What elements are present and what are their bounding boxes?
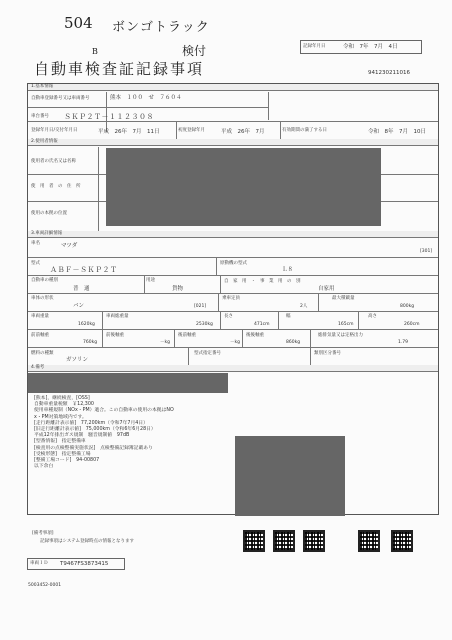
fuel-value: ガソリン [66, 357, 89, 363]
reg-date-value: 平成 26年 7月 11日 [98, 129, 160, 135]
handwritten-vehicle-name: ボンゴトラック [112, 20, 210, 35]
rear-front-axle-label: 後前軸重 [178, 333, 196, 338]
business-value: 自家用 [318, 286, 335, 292]
capacity-label: 乗車定員 [222, 296, 240, 301]
redacted-remarks-top [28, 373, 228, 393]
max-load-label: 最大積載量 [332, 296, 355, 301]
model-label: 型式 [31, 261, 40, 266]
qr-code-3 [303, 530, 325, 552]
displacement-label: 総排気量又は定格出力 [318, 333, 363, 338]
displacement-value: 1.79 [398, 340, 409, 345]
chassis-value: ＳＫＰ２Ｔ－１１２３０８ [64, 113, 154, 121]
first-reg-label: 初度登録年月 [178, 128, 205, 133]
user-address-label: 使 用 者 の 住 所 [31, 184, 81, 189]
redacted-user-info [106, 148, 381, 226]
gross-weight-value: 2530kg [196, 322, 213, 327]
front-front-axle-value: 760kg [83, 340, 98, 345]
remarks-line: 平成12年排出ガス規制 騒音規制値 97dB [34, 433, 130, 439]
record-form [27, 83, 439, 515]
gross-weight-label: 車両総重量 [106, 314, 129, 319]
fuel-label: 燃料の種類 [31, 351, 54, 356]
chassis-label: 車台番号 [31, 114, 49, 119]
width-label: 幅 [286, 314, 291, 319]
user-base-label: 使用の本拠の位置 [31, 211, 67, 216]
front-rear-axle-value: －kg [160, 340, 170, 345]
remarks-line: 以下余白 [34, 464, 54, 470]
rear-rear-axle-label: 後後軸重 [246, 333, 264, 338]
capacity-value: 2人 [300, 304, 308, 309]
length-label: 長さ [224, 314, 233, 319]
business-label: 自 家 用 ・ 事 業 用 の 別 [224, 279, 301, 284]
first-reg-value: 平成 26年 7月 [221, 129, 265, 135]
use-label: 用途 [146, 278, 155, 283]
reg-date-label: 登録年月日/交付年月日 [31, 128, 78, 133]
make-code: [301] [420, 249, 433, 254]
designation-label: 型式指定番号 [194, 351, 221, 356]
section-vehicle-header: 3.車両詳細情報 [28, 231, 438, 238]
vehicle-id-label: 車両ＩＤ [30, 561, 48, 566]
notes-text: 記録事項はシステム登録時点の情報となります [40, 539, 135, 544]
remarks-line: [旧走行距離計表示値] 75,000km（令和6年6月28日） [34, 427, 156, 433]
front-rear-axle-label: 前後軸重 [106, 333, 124, 338]
max-load-value: 800kg [400, 304, 415, 309]
qr-code-2 [273, 530, 295, 552]
engine-value: Ｌ８ [282, 267, 294, 273]
remarks-list [34, 396, 364, 470]
body-shape-value: バン [73, 303, 85, 309]
vehicle-id-value: T9467FS3873415 [60, 561, 109, 567]
section-remarks-header: 4.備考 [28, 365, 438, 372]
page-title: 自動車検査証記録事項 [34, 60, 205, 78]
remarks-line: 自動車重量税額 ￥12,300 [34, 402, 94, 408]
reg-number-label: 自動車登録番号又は車両番号 [31, 96, 90, 101]
body-shape-label: 車体の形状 [31, 296, 54, 301]
remarks-line: [走行距離計表示値] 77,200km（令和7年7月4日） [34, 420, 148, 426]
use-value: 貨物 [172, 286, 184, 292]
qr-code-5 [391, 530, 413, 552]
make-label: 車名 [31, 241, 40, 246]
record-date-value: 令和 7年 7月 4日 [343, 44, 398, 50]
vehicle-type-value: 普 通 [73, 286, 90, 292]
handwritten-inspection-mark: 検付 [182, 44, 207, 58]
rear-rear-axle-value: 860kg [286, 340, 301, 345]
weight-value: 1620kg [78, 322, 95, 327]
weight-label: 車両重量 [31, 314, 49, 319]
expiry-value: 令和 8年 7月 10日 [368, 129, 426, 135]
width-value: 165cm [338, 322, 354, 327]
remarks-line: x・PM対策地域内です。 [34, 414, 87, 420]
engine-label: 原動機の型式 [220, 261, 247, 266]
remarks-line: 使用車種規制（NOx・PM）適合。この自動車の使用の本拠はNO [34, 408, 174, 414]
rear-front-axle-value: －kg [230, 340, 240, 345]
remarks-line: [熊本]，継続検査，[OSS] [34, 396, 90, 401]
make-value: マツダ [61, 243, 78, 249]
notes-heading: [備考事項] [32, 531, 54, 536]
reg-number-value: 熊本 １００ せ ７６０４ [110, 95, 182, 101]
record-date-box [300, 40, 422, 54]
length-value: 471cm [254, 322, 270, 327]
remarks-line: [整備工場コード] 94-00807 [34, 458, 100, 464]
body-shape-code: [021] [194, 304, 207, 309]
section-user-header: 2.使用者情報 [28, 139, 438, 146]
vehicle-id-box [27, 558, 125, 570]
model-value: ＡＢＦ－ＳＫＰ２Ｔ [50, 266, 118, 274]
handwritten-letter: B [92, 47, 98, 56]
front-front-axle-label: 前前軸重 [31, 333, 49, 338]
expiry-label: 有効期間の満了する日 [282, 128, 327, 133]
remarks-line: [受検形態] 指定整備工場 [34, 451, 91, 457]
class-label: 類別区分番号 [314, 351, 341, 356]
qr-code-1 [243, 530, 265, 552]
document-number: 5003452-0001 [28, 583, 62, 588]
serial-number: 941230211016 [368, 70, 410, 76]
record-date-label: 記録年月日 [303, 44, 326, 49]
remarks-line: [検査用の点検整備実施状況] 点検整備記録簿記載あり [34, 445, 153, 451]
vehicle-type-label: 自動車の種別 [31, 278, 58, 283]
user-name-label: 使用者の氏名又は名称 [31, 159, 76, 164]
handwritten-code: 504 [64, 14, 93, 32]
height-value: 260cm [404, 322, 420, 327]
qr-code-4 [358, 530, 380, 552]
section-basic-header: 1.基本情報 [28, 84, 438, 91]
height-label: 高さ [368, 314, 377, 319]
remarks-line: [型番情報] 指定整備車 [34, 439, 86, 445]
